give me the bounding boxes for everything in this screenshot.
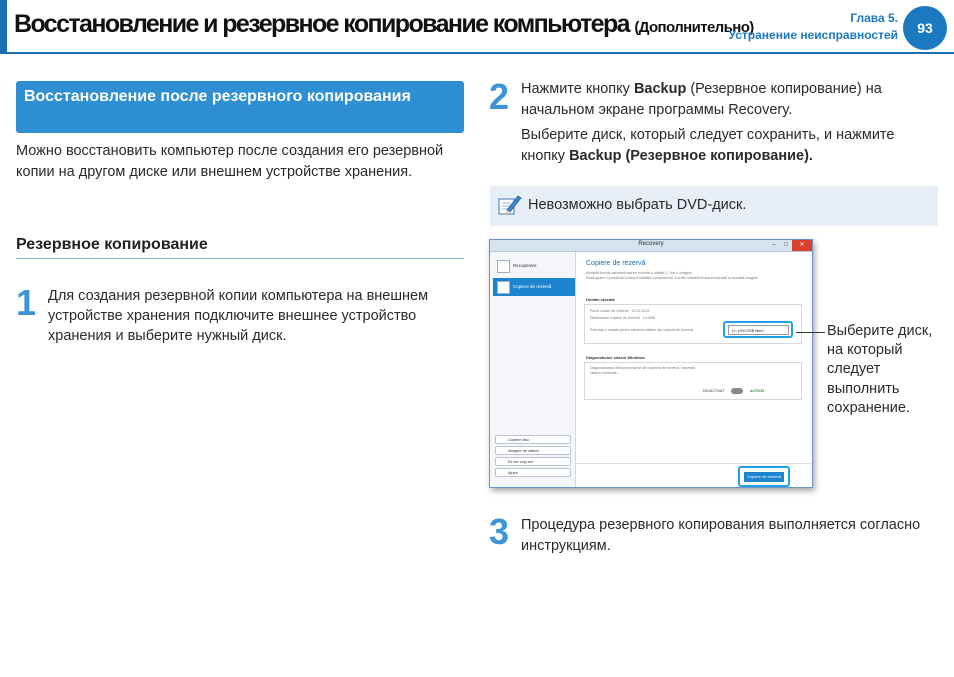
- step-2-number: 2: [489, 76, 510, 117]
- backup-point-label: Punct creare de rezervă : 12.09.2012: [590, 309, 650, 313]
- toggle-on-label: ACTIVAT: [750, 389, 765, 393]
- nav-restore-label: Recuperare: [513, 263, 537, 268]
- tool-ex-backup: Ex ser copi rez: [495, 457, 571, 466]
- chapter-number: Глава 5.: [850, 11, 898, 25]
- page-title-suffix: (Дополнительно): [634, 19, 754, 36]
- page-title: [14, 10, 754, 39]
- step-1-text: Для создания резервной копии компьютера на внешнем устройстве хранения подключите внешнее устройство хранения и выберите нужный диск.: [48, 288, 429, 344]
- header-accent-bar: [0, 0, 7, 52]
- nav-item-restore: [493, 257, 575, 275]
- desc-line-1: Această funcție salvează starea curentă a unității C: într-o imagine.: [586, 271, 693, 275]
- restore-icon: [497, 260, 510, 273]
- window-main: [576, 252, 812, 487]
- note-pencil-icon: [496, 192, 522, 223]
- window-title: Recovery: [638, 241, 664, 247]
- backup-icon: [497, 281, 510, 294]
- drive-select: D:\ (200.0GB liber): [728, 325, 789, 335]
- backup-size-label: Dimensiune copiere de rezervă : 14.0GB: [590, 316, 655, 320]
- nav-item-backup: [493, 278, 575, 296]
- note-text: Невозможно выбрать DVD-диск.: [528, 197, 747, 213]
- minimize-icon: –: [772, 242, 776, 248]
- step-2-text-2: [521, 125, 931, 166]
- recovery-window-screenshot: [489, 239, 813, 488]
- step-3-text: Процедура резервного копирования выполняется согласно инструкциям.: [521, 517, 921, 554]
- bottom-divider: [576, 463, 812, 464]
- step-2-text-a: Нажмите кнопку: [521, 81, 634, 97]
- group-diagnostics-title: Diagnosticare sistem Windows: [586, 355, 645, 360]
- page-title-main: Восстановление и резервное копирование компьютера: [14, 10, 629, 38]
- diagnostics-toggle: [731, 388, 743, 394]
- step-2-text-bold: Backup: [633, 81, 687, 97]
- window-controls: [768, 240, 812, 251]
- diagnostics-text: Diagnosticarea Windows înainte de copierea de rezervă. Necesită câteva momente.: [590, 366, 696, 375]
- subsection-title: Резервное копирование: [16, 236, 208, 253]
- nav-backup-label: Copiere de rezervă: [513, 284, 552, 289]
- group-storage-title: Unitate stocată: [586, 297, 615, 302]
- step-3-number: 3: [489, 511, 510, 552]
- chapter-title: Устранение неисправностей: [728, 28, 898, 42]
- toggle-off-label: DEZACTIVAT: [703, 389, 725, 393]
- section-title: Восстановление после резервного копирования: [24, 88, 411, 105]
- callout-text: Выберите диск, на который следует выполнить сохранение.: [827, 323, 933, 416]
- window-sidebar: [490, 252, 576, 487]
- maximize-icon: □: [784, 242, 788, 248]
- tool-system-image: Imagine de sistem: [495, 446, 571, 455]
- page-number-badge: 93: [903, 6, 947, 50]
- step-2-text: [521, 79, 931, 120]
- close-icon: ✕: [792, 240, 812, 251]
- step-2-text-b: (Резервное копирование) на начальном экране программы Recovery.: [521, 81, 882, 118]
- tool-help: Ajutor: [495, 468, 571, 477]
- select-drive-label: Selectați o unitate pentru salvarea datelor din copiere de rezervă: [590, 328, 693, 332]
- desc-line-2: Dacă apare o problemă în timpul utilizării computerului, îl puteți restabili la starea salvată în această imagine.: [586, 276, 759, 280]
- header-divider: [0, 52, 954, 54]
- backup-button: Copiere de rezervă: [744, 472, 784, 482]
- step-2-text2-bold: Backup (Резервное копирование).: [569, 147, 813, 164]
- content-title: Copiere de rezervă: [586, 260, 646, 267]
- step-2-text2-a: Выберите диск, который следует сохранить, и нажмите кнопку: [521, 127, 895, 164]
- callout-line: [796, 332, 825, 333]
- chapter-label: [729, 10, 898, 44]
- tool-copy-disk: Copiere disc: [495, 435, 571, 444]
- subsection-divider: [16, 258, 464, 259]
- step-1-number: 1: [16, 282, 37, 323]
- intro-paragraph: Можно восстановить компьютер после создания его резервной копии на другом диске или внешнем устройстве хранения.: [16, 143, 444, 180]
